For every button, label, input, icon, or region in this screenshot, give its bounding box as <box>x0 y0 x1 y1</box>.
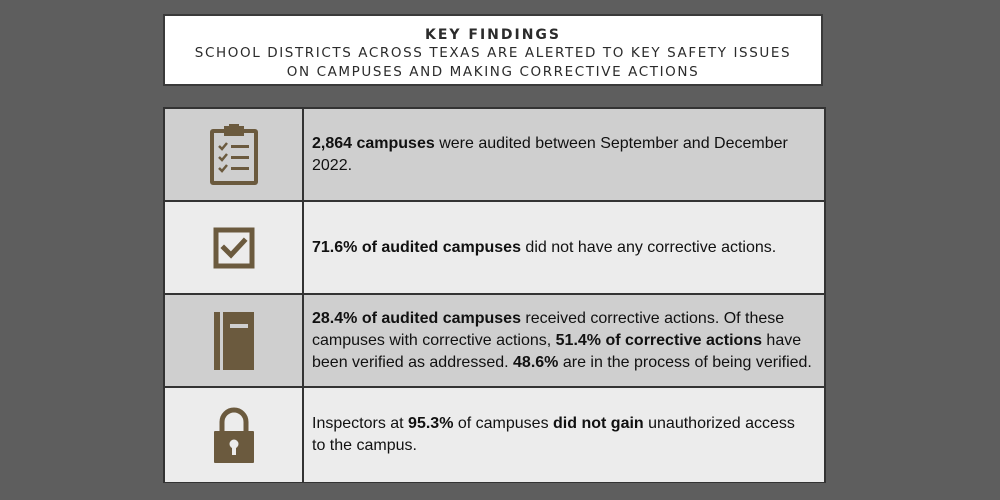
finding-body: were audited between September and December 2022. <box>312 134 788 174</box>
findings-table <box>163 107 826 483</box>
finding-icon-cell <box>165 202 304 293</box>
finding-text <box>304 295 824 386</box>
finding-highlight: 2,864 campuses <box>312 134 435 152</box>
finding-highlight: 28.4% of audited campuses <box>312 309 521 327</box>
finding-highlight: 95.3% <box>408 415 454 432</box>
finding-icon-cell <box>165 388 304 482</box>
notebook-icon <box>212 310 256 372</box>
finding-body: are in the process of being verified. <box>558 353 812 371</box>
finding-icon-cell <box>165 295 304 386</box>
finding-text <box>304 388 824 482</box>
finding-highlight: 48.6% <box>513 353 559 371</box>
clipboard-checklist-icon <box>209 124 259 186</box>
finding-body: unauthorized access to the campus. <box>312 415 795 454</box>
checkbox-checked-icon <box>213 227 255 269</box>
key-findings-header <box>163 14 823 86</box>
finding-highlight: 51.4% of corrective actions <box>555 331 762 349</box>
header-title: KEY FINDINGS <box>424 27 562 43</box>
padlock-icon <box>212 406 256 464</box>
finding-row-no-corrective <box>165 202 824 295</box>
finding-text <box>304 109 824 200</box>
finding-row-access <box>165 388 824 482</box>
finding-body: did not have any corrective actions. <box>520 238 777 256</box>
finding-row-corrective-actions <box>165 295 824 388</box>
finding-body: received corrective actions. Of these campuses with corrective actions, <box>312 309 785 349</box>
finding-body: Inspectors at <box>312 415 409 432</box>
finding-highlight: did not gain <box>553 415 644 432</box>
finding-icon-cell <box>165 109 304 200</box>
header-subtitle-line1: SCHOOL DISTRICTS ACROSS TEXAS ARE ALERTED TO KEY SAFETY ISSUES <box>194 45 792 61</box>
finding-highlight: 71.6% of audited campuses <box>312 238 521 256</box>
finding-body: have been verified as addressed. <box>312 331 802 371</box>
finding-body: of campuses <box>453 415 554 432</box>
finding-row-audited <box>165 109 824 202</box>
finding-text <box>304 202 824 293</box>
header-subtitle-line2: ON CAMPUSES AND MAKING CORRECTIVE ACTIONS <box>286 64 700 80</box>
